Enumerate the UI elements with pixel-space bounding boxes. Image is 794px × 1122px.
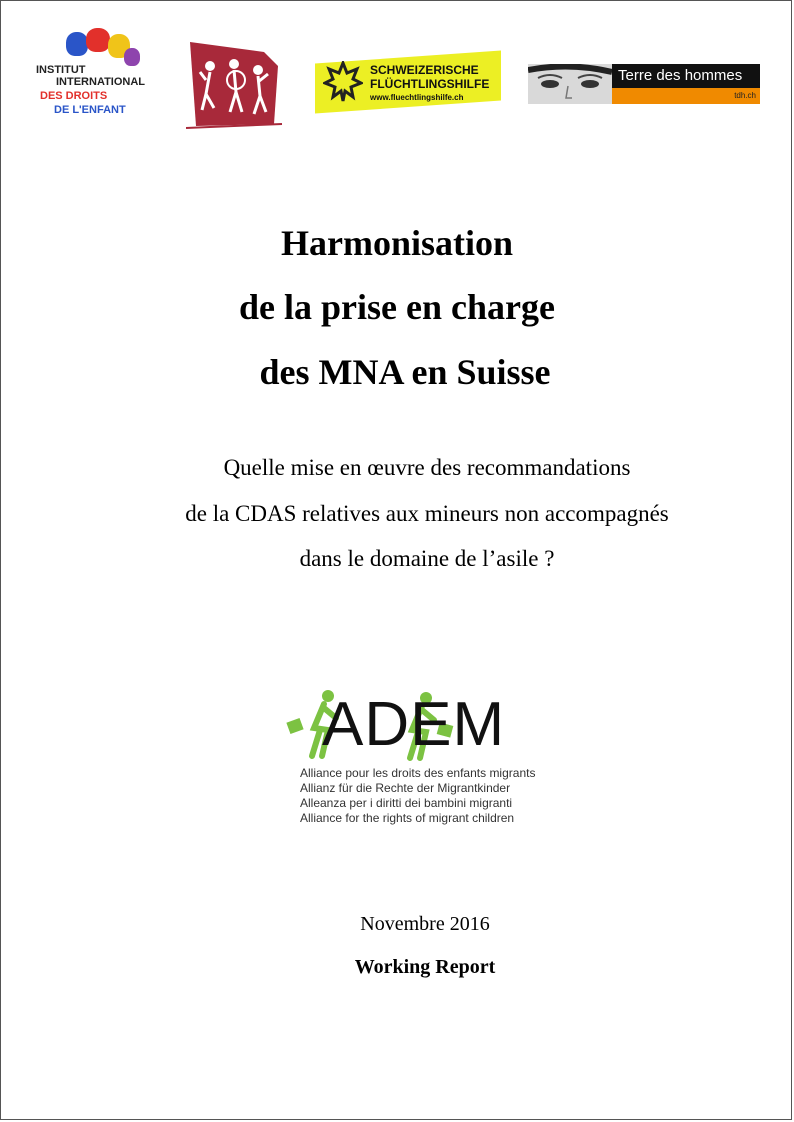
- sfh-name-line2: FLÜCHTLINGSHILFE: [370, 77, 490, 91]
- adem-wordmark: ADEM: [322, 690, 506, 759]
- subtitle-line-2: de la CDAS relatives aux mineurs non accompagnés: [185, 501, 669, 526]
- adem-tagline-en: Alliance for the rights of migrant children: [300, 811, 515, 825]
- sfh-url: www.fluechtlingshilfe.ch: [370, 93, 464, 102]
- tdh-name: Terre des hommes: [612, 64, 760, 88]
- report-type: Working Report: [354, 956, 496, 978]
- iide-logo: [36, 30, 161, 125]
- sfh-logo: [315, 51, 501, 113]
- children-figures-icon: [186, 36, 286, 131]
- sfh-name-line1: SCHWEIZERISCHE: [370, 63, 479, 77]
- tdh-url: tdh.ch: [612, 88, 760, 104]
- adem-tagline-de: Allianz für die Rechte der Migrantkinder: [300, 781, 511, 795]
- red-figures-logo: [186, 36, 286, 131]
- purple-hand-icon: [124, 48, 140, 66]
- iide-line-3: DES DROITS: [40, 90, 108, 102]
- report-date: Novembre 2016: [360, 913, 490, 935]
- iide-line-1: INSTITUT: [36, 64, 86, 76]
- title-line-2: de la prise en charge: [239, 287, 555, 327]
- iide-line-2: INTERNATIONAL: [56, 76, 146, 88]
- adem-tagline-it: Alleanza per i diritti dei bambini migranti: [300, 796, 513, 810]
- child-eyes-photo: [528, 64, 612, 104]
- iide-line-4: DE L'ENFANT: [54, 104, 126, 116]
- adem-tagline-fr: Alliance pour les droits des enfants migrants: [300, 766, 536, 780]
- subtitle-line-1: Quelle mise en œuvre des recommandations: [223, 455, 631, 480]
- subtitle-line-3: dans le domaine de l’asile ?: [299, 546, 555, 571]
- red-hand-icon: [86, 28, 110, 52]
- tdh-logo: [528, 64, 760, 104]
- title-line-3: des MNA en Suisse: [259, 352, 551, 392]
- leaf-icon: [323, 61, 363, 103]
- adem-logo: [284, 686, 554, 764]
- title-line-1: Harmonisation: [280, 223, 513, 263]
- blue-hand-icon: [66, 32, 88, 56]
